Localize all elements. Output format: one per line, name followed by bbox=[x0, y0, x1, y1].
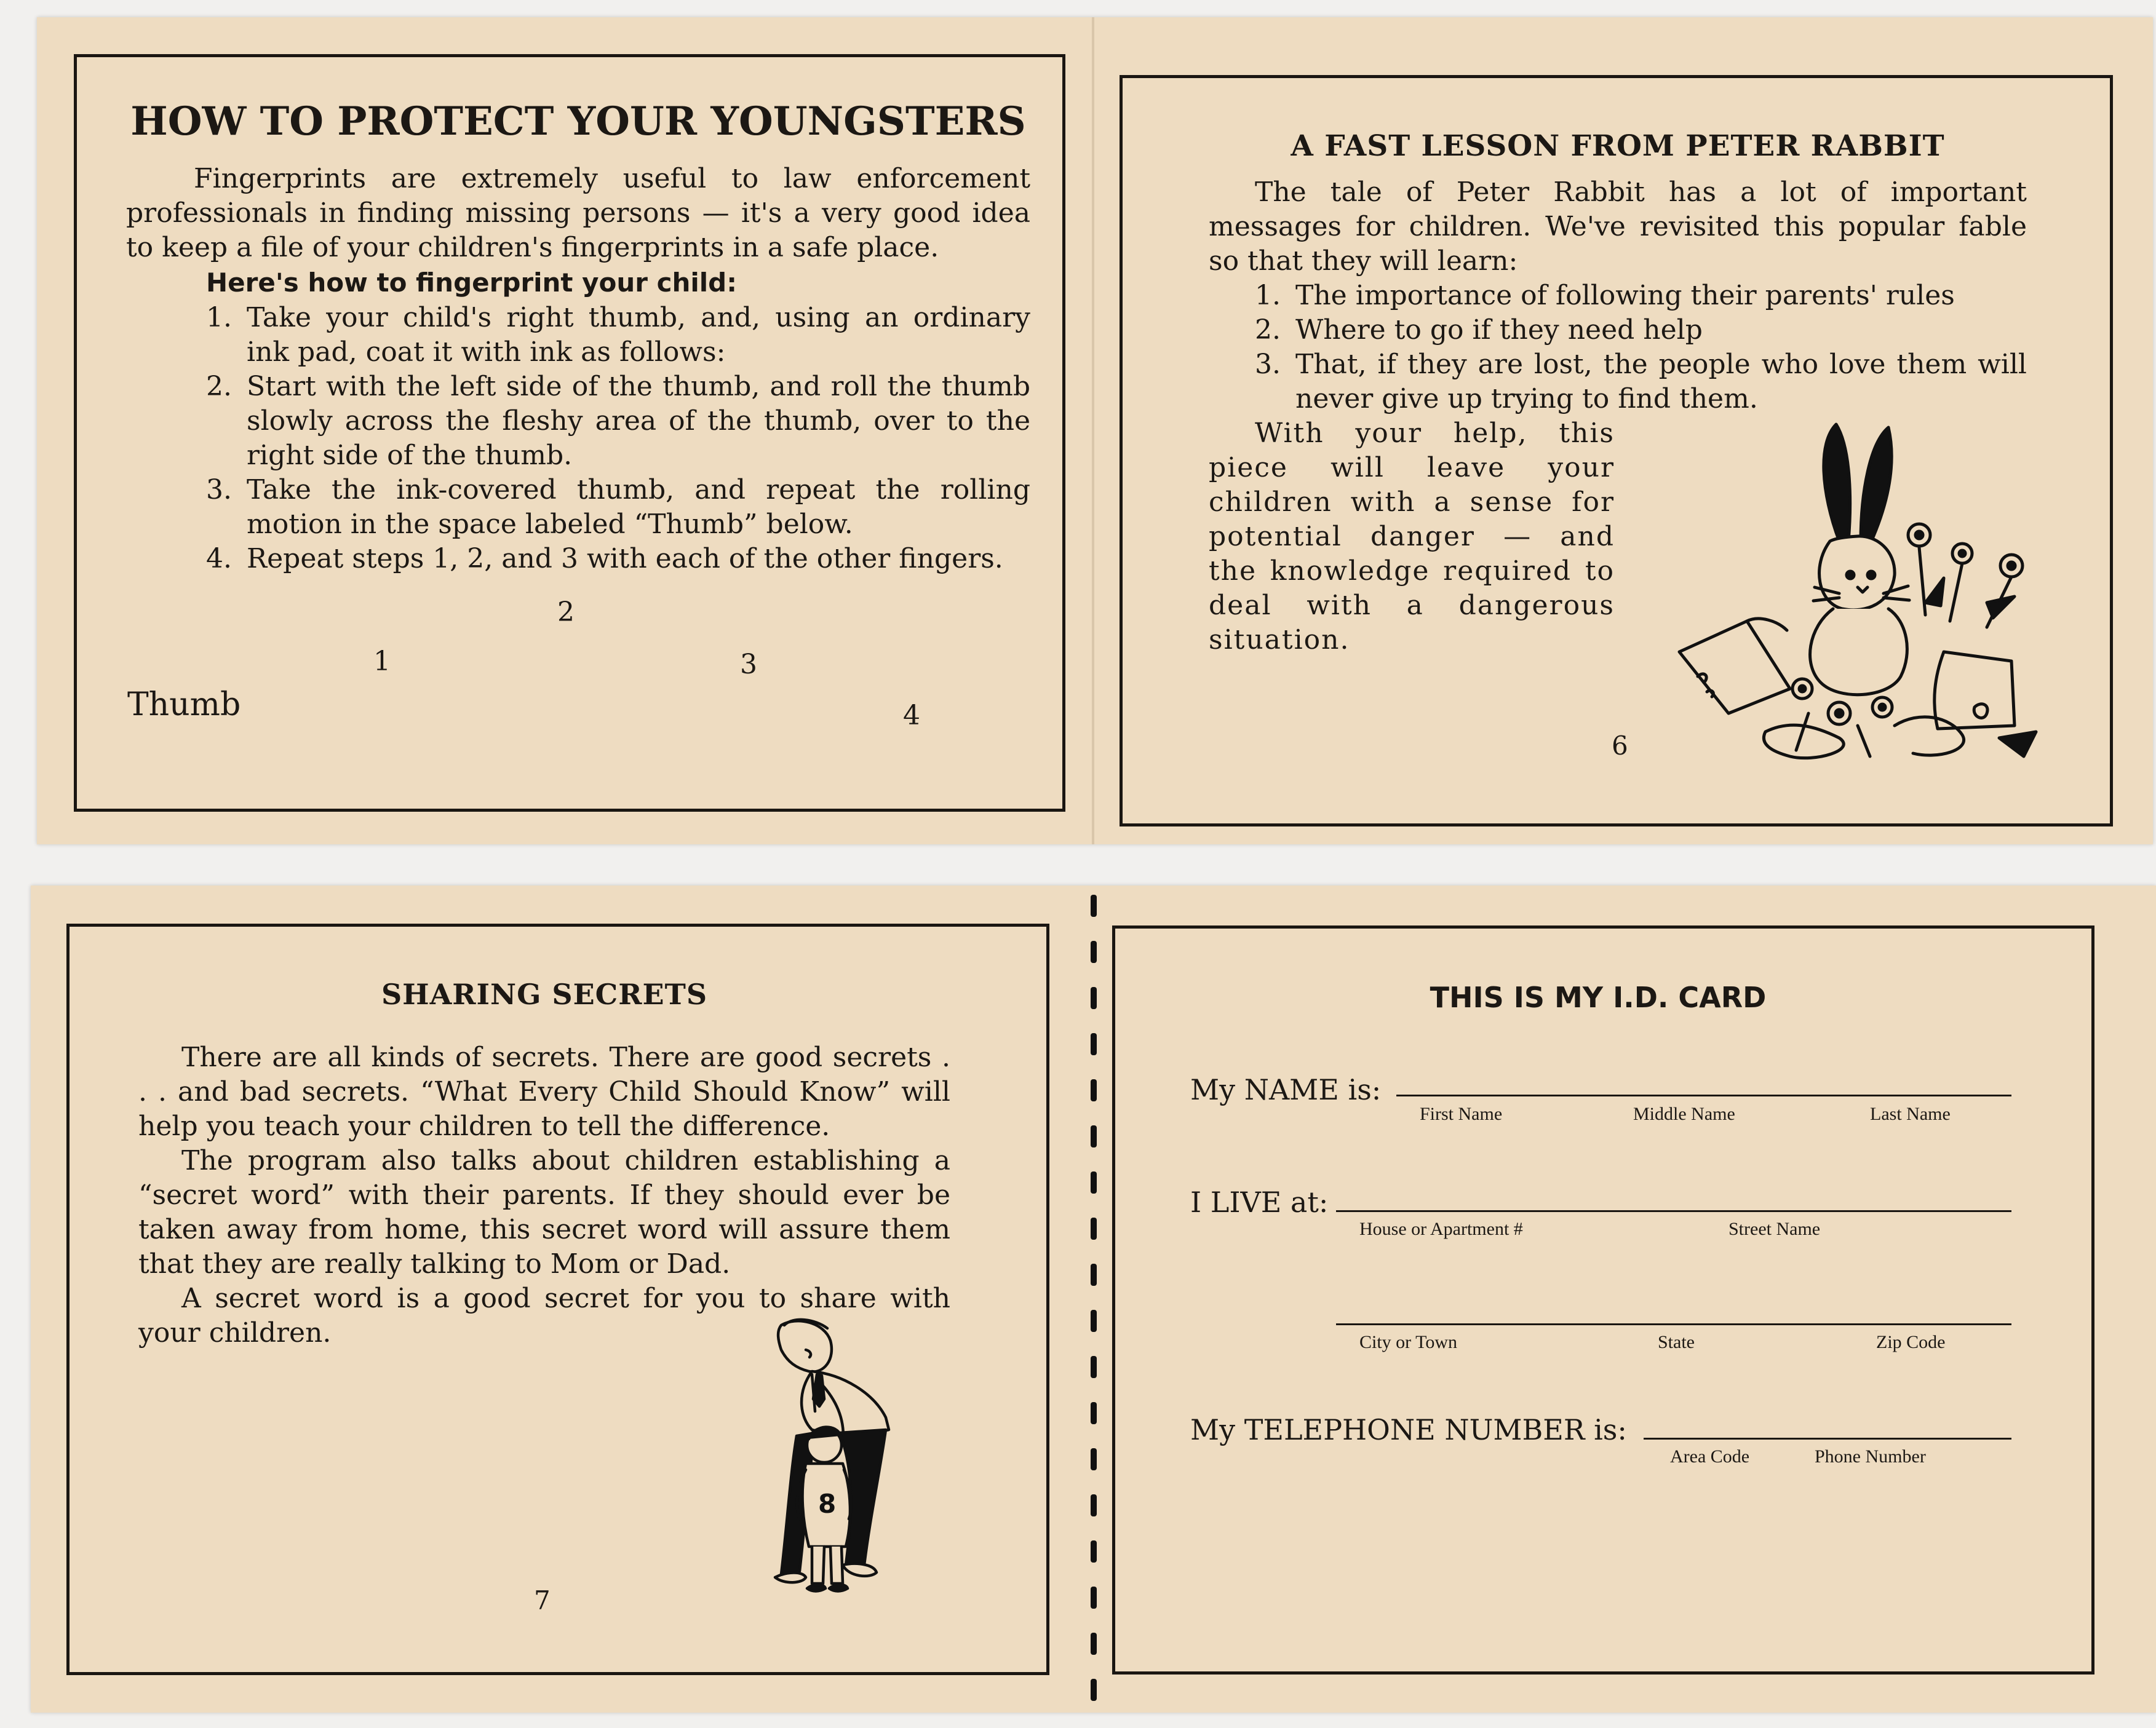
point-number: 3. bbox=[1255, 349, 1281, 380]
street-name-label: Street Name bbox=[1728, 1219, 1821, 1239]
city-town-label: City or Town bbox=[1359, 1332, 1458, 1352]
step-number: 1. bbox=[206, 302, 232, 333]
step-number: 3. bbox=[206, 474, 232, 505]
middle-name-label: Middle Name bbox=[1633, 1104, 1735, 1124]
panel1-title: HOW TO PROTECT YOUR YOUNGSTERS bbox=[130, 98, 1026, 145]
area-code-label: Area Code bbox=[1670, 1446, 1750, 1467]
point-text: Where to go if they need help bbox=[1295, 314, 1703, 346]
panel3-paragraph-2: The program also talks about children establishing a “secret word” with their parents. If they should ever be taken away from home, this secret word will assure them that they are really talking to Mom or Dad. bbox=[138, 1145, 950, 1280]
panel4-title: THIS IS MY I.D. CARD bbox=[1430, 981, 1767, 1014]
lesson-point-2 bbox=[1255, 313, 2027, 347]
name-label: My NAME is: bbox=[1190, 1073, 1382, 1106]
panel1-steps bbox=[206, 301, 1030, 576]
step-text: Take the ink-covered thumb, and repeat the rolling motion in the space labeled “Thumb” below. bbox=[247, 474, 1030, 540]
step-text: Take your child's right thumb, and, using an ordinary ink pad, coat it with ink as follows: bbox=[247, 302, 1030, 368]
finger-label-4: 4 bbox=[903, 700, 920, 731]
parent-and-child-illustration bbox=[738, 1313, 923, 1605]
panel2-intro: The tale of Peter Rabbit has a lot of important messages for children. We've revisited this popular fable so that they will learn: bbox=[1209, 176, 2027, 277]
lesson-point-1 bbox=[1255, 279, 2027, 313]
step-4 bbox=[206, 542, 1030, 576]
finger-label-1: 1 bbox=[373, 646, 391, 677]
last-name-label: Last Name bbox=[1870, 1104, 1951, 1124]
name-input-line[interactable] bbox=[1396, 1095, 2011, 1096]
step-2 bbox=[206, 370, 1030, 473]
first-name-label: First Name bbox=[1420, 1104, 1503, 1124]
panel2-title: A FAST LESSON FROM PETER RABBIT bbox=[1291, 129, 1945, 163]
zip-code-label: Zip Code bbox=[1876, 1332, 1946, 1352]
step-number: 4. bbox=[206, 543, 232, 574]
finger-label-2: 2 bbox=[557, 596, 575, 628]
address-input-line-2[interactable] bbox=[1336, 1323, 2011, 1325]
peter-rabbit-illustration bbox=[1655, 418, 2055, 781]
phone-label: My TELEPHONE NUMBER is: bbox=[1190, 1413, 1627, 1446]
panel1-intro: Fingerprints are extremely useful to law enforcement professionals in finding missing persons — it's a very good idea to keep a file of your children's fingerprints in a safe place. bbox=[126, 163, 1030, 263]
panel1-subheading: Here's how to fingerprint your child: bbox=[206, 268, 738, 298]
finger-label-3: 3 bbox=[740, 649, 757, 680]
panel3-title: SHARING SECRETS bbox=[381, 978, 708, 1011]
step-1 bbox=[206, 301, 1030, 370]
point-text: That, if they are lost, the people who love them will never give up trying to find them. bbox=[1295, 349, 2027, 414]
phone-input-line[interactable] bbox=[1644, 1438, 2011, 1440]
live-label: I LIVE at: bbox=[1190, 1186, 1329, 1219]
panel-id-card bbox=[1112, 925, 2094, 1674]
step-number: 2. bbox=[206, 371, 232, 402]
panel3-content bbox=[138, 978, 950, 1350]
point-number: 1. bbox=[1255, 280, 1281, 311]
house-apartment-label: House or Apartment # bbox=[1359, 1219, 1523, 1239]
phone-number-label: Phone Number bbox=[1815, 1446, 1926, 1467]
step-text: Repeat steps 1, 2, and 3 with each of the other fingers. bbox=[247, 543, 1003, 574]
step-text: Start with the left side of the thumb, and roll the thumb slowly across the fleshy area of the thumb, over to the right side of the thumb. bbox=[247, 371, 1030, 471]
jersey-number: 8 bbox=[818, 1489, 837, 1519]
page-number-6: 6 bbox=[1612, 731, 1628, 761]
panel2-points bbox=[1255, 279, 2027, 416]
panel2-closing: With your help, this piece will leave your children with a sense for potential danger — and the knowledge required to deal with a dangerous situation. bbox=[1209, 418, 1615, 656]
point-number: 2. bbox=[1255, 314, 1281, 346]
panel3-paragraph-3: A secret word is a good secret for you to share with your children. bbox=[138, 1283, 950, 1349]
page-number-7: 7 bbox=[534, 1585, 551, 1615]
top-fold-line bbox=[1092, 17, 1094, 844]
panel3-paragraph-1: There are all kinds of secrets. There are good secrets . . . and bad secrets. “What Every Child Should Know” will help you teach your children to tell the difference. bbox=[138, 1042, 950, 1142]
point-text: The importance of following their parents' rules bbox=[1295, 280, 1955, 311]
finger-label-thumb: Thumb bbox=[127, 686, 241, 723]
address-input-line-1[interactable] bbox=[1336, 1210, 2011, 1212]
lesson-point-3 bbox=[1255, 347, 2027, 416]
step-3 bbox=[206, 473, 1030, 542]
state-label: State bbox=[1658, 1332, 1695, 1352]
panel1-content bbox=[126, 98, 1030, 576]
